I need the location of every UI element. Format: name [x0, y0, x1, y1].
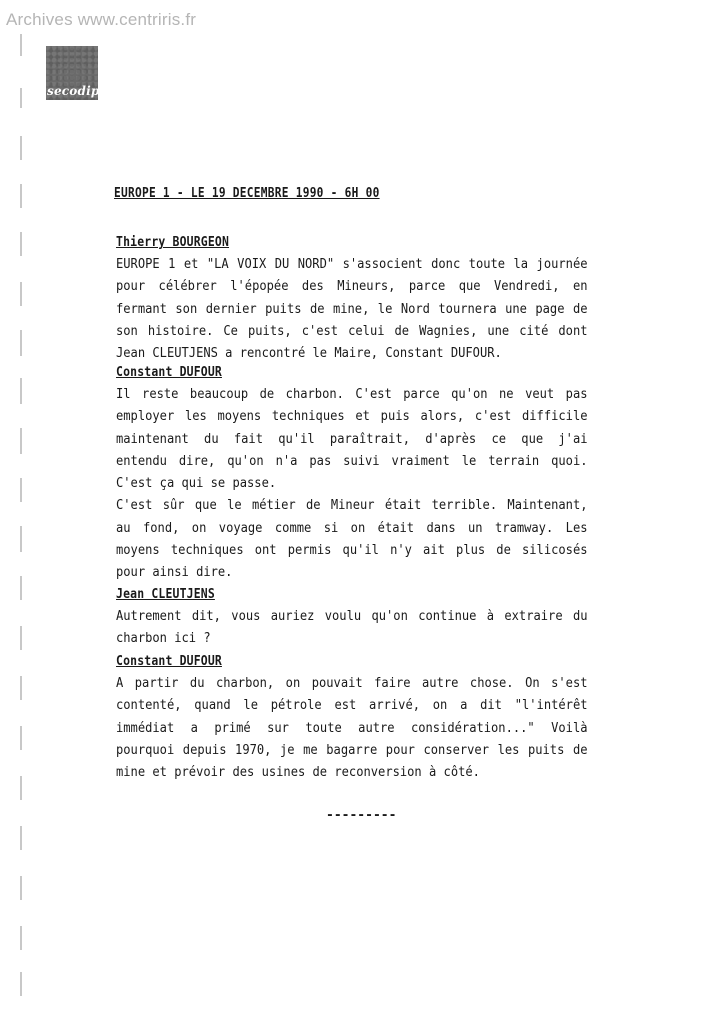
margin-mark: [20, 378, 22, 404]
transcript-line: son histoire. Ce puits, c'est celui de Wagnies, une cité dont: [116, 323, 588, 339]
document-title: EUROPE 1 - LE 19 DECEMBRE 1990 - 6H 00: [114, 186, 380, 201]
margin-mark: [20, 972, 22, 996]
margin-mark: [20, 34, 22, 56]
transcript-block-cleutjens: [116, 584, 588, 651]
margin-mark: [20, 232, 22, 256]
end-of-transcript-mark: ---------: [326, 808, 397, 823]
margin-mark: [20, 926, 22, 950]
transcript-line: EUROPE 1 et "LA VOIX DU NORD" s'associent donc toute la journée: [116, 257, 588, 272]
archive-watermark: Archives www.centriris.fr: [6, 10, 197, 29]
transcript-line: pour ainsi dire.: [116, 565, 233, 581]
margin-mark: [20, 184, 22, 208]
transcript-line: moyens techniques ont permis qu'il n'y ait plus de silicosés: [116, 543, 588, 559]
transcript-block-bourgeon: [116, 232, 588, 365]
margin-mark: [20, 88, 22, 108]
margin-mark: [20, 626, 22, 650]
logo-text: secodip: [47, 84, 100, 98]
transcript-line: contenté, quand le pétrole est arrivé, on a dit "l'intérêt: [116, 698, 588, 714]
margin-mark: [20, 526, 22, 552]
transcript-line: entendu dire, qu'on n'a pas suivi vraiment le terrain quoi.: [116, 453, 588, 469]
secodip-logo: [46, 46, 98, 100]
margin-mark: [20, 676, 22, 700]
margin-mark: [20, 826, 22, 850]
transcript-line: Il reste beaucoup de charbon. C'est parce qu'on ne veut pas: [116, 387, 588, 402]
transcript-line: C'est ça qui se passe.: [116, 476, 277, 492]
margin-mark: [20, 282, 22, 306]
transcript-line: fermant son dernier puits de mine, le Nord tournera une page de: [116, 301, 588, 317]
speaker-name: Constant DUFOUR: [116, 654, 222, 669]
margin-mark: [20, 330, 22, 356]
transcript-line: Jean CLEUTJENS a rencontré le Maire, Constant DUFOUR.: [116, 346, 502, 362]
transcript-line: maintenant du fait qu'il paraîtrait, d'après ce que j'ai: [116, 431, 588, 447]
transcript-line: employer les moyens techniques et puis alors, c'est difficile: [116, 409, 588, 425]
speaker-name: Jean CLEUTJENS: [116, 587, 215, 602]
transcript-block-dufour-1: [116, 362, 588, 585]
transcript-line: mine et prévoir des usines de reconversion à côté.: [116, 765, 480, 781]
transcript-line: A partir du charbon, on pouvait faire autre chose. On s'est: [116, 676, 588, 691]
margin-mark: [20, 776, 22, 800]
transcript-line: au fond, on voyage comme si on était dans un tramway. Les: [116, 520, 588, 536]
transcript-line: pourquoi depuis 1970, je me bagarre pour conserver les puits de: [116, 742, 588, 758]
transcript-line: pour célébrer l'épopée des Mineurs, parce que Vendredi, en: [116, 279, 588, 295]
speaker-name: Thierry BOURGEON: [116, 235, 230, 250]
transcript-line: C'est sûr que le métier de Mineur était terrible. Maintenant,: [116, 498, 588, 514]
margin-mark: [20, 428, 22, 454]
margin-mark: [20, 876, 22, 900]
speaker-name: Constant DUFOUR: [116, 365, 222, 380]
margin-mark: [20, 726, 22, 750]
transcript-line: charbon ici ?: [116, 631, 211, 647]
margin-mark: [20, 478, 22, 502]
margin-mark: [20, 136, 22, 160]
transcript-block-dufour-2: [116, 651, 588, 784]
transcript-line: immédiat a primé sur toute autre considération..." Voilà: [116, 720, 588, 736]
margin-mark: [20, 576, 22, 600]
transcript-line: Autrement dit, vous auriez voulu qu'on continue à extraire du: [116, 609, 588, 624]
